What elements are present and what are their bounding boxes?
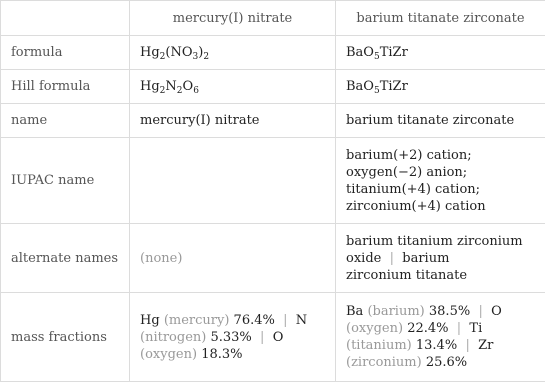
row-formula	[1, 36, 545, 70]
name-barium-titanate-zirconate: barium titanate zirconate	[336, 104, 545, 138]
alternate-name-part: oxide	[346, 251, 381, 266]
row-label-mass-fractions: mass fractions	[1, 293, 130, 382]
element-name: (barium)	[367, 304, 424, 319]
formula-subscript: 6	[193, 86, 199, 96]
alternate-name-line: barium titanium zirconium	[346, 233, 535, 250]
formula-part: (NO	[165, 45, 192, 60]
formula-subscript: 3	[193, 52, 199, 62]
row-label-name: name	[1, 104, 130, 138]
element-name: (oxygen)	[140, 347, 197, 362]
formula-barium-titanate-zirconate	[336, 36, 545, 70]
row-name	[1, 104, 545, 138]
element-name: (zirconium)	[346, 355, 422, 370]
element-name: (mercury)	[164, 313, 230, 328]
hill-formula-mercury-nitrate	[130, 70, 336, 104]
column-header-barium-titanate-zirconate: barium titanate zirconate	[336, 1, 545, 36]
element-name: (oxygen)	[346, 321, 403, 336]
iupac-mercury-nitrate	[130, 138, 336, 224]
header-row	[1, 1, 545, 36]
row-mass-fractions	[1, 293, 545, 382]
formula-part: )	[198, 45, 203, 60]
separator: |	[260, 330, 264, 345]
formula-subscript: 2	[203, 52, 209, 62]
row-label-iupac-name: IUPAC name	[1, 138, 130, 224]
mass-fraction-line	[140, 346, 325, 363]
element-symbol: Ti	[469, 321, 482, 336]
formula-part: BaO	[346, 45, 374, 60]
hill-formula-barium-titanate-zirconate	[336, 70, 545, 104]
formula-subscript: 2	[160, 52, 166, 62]
iupac-barium-titanate-zirconate	[336, 138, 545, 224]
iupac-line: zirconium(+4) cation	[346, 198, 535, 215]
separator: |	[478, 304, 482, 319]
mass-fraction-line	[346, 320, 535, 337]
element-symbol: Zr	[478, 338, 493, 353]
element-symbol: O	[491, 304, 502, 319]
name-mercury-nitrate: mercury(I) nitrate	[130, 104, 336, 138]
alternate-names-mercury-nitrate: (none)	[130, 224, 336, 293]
separator: |	[283, 313, 287, 328]
mass-fraction-line	[346, 354, 535, 371]
alternate-name-line	[346, 250, 535, 267]
formula-part: O	[183, 79, 194, 94]
mass-percent: 22.4%	[407, 321, 448, 336]
mass-fraction-line	[346, 337, 535, 354]
element-symbol: Ba	[346, 304, 363, 319]
row-iupac-name	[1, 138, 545, 224]
mass-percent: 13.4%	[416, 338, 457, 353]
formula-part: TiZr	[380, 45, 408, 60]
iupac-line: barium(+2) cation;	[346, 147, 535, 164]
mass-fractions-mercury-nitrate	[130, 293, 336, 382]
iupac-line: titanium(+4) cation;	[346, 181, 535, 198]
element-name: (titanium)	[346, 338, 412, 353]
separator: |	[390, 251, 394, 266]
mass-percent: 38.5%	[429, 304, 470, 319]
separator: |	[465, 338, 469, 353]
mass-fraction-line	[346, 303, 535, 320]
element-name: (nitrogen)	[140, 330, 206, 345]
row-alternate-names	[1, 224, 545, 293]
formula-part: Hg	[140, 79, 160, 94]
mass-percent: 5.33%	[210, 330, 251, 345]
formula-part: Hg	[140, 45, 160, 60]
mass-fractions-barium-titanate-zirconate	[336, 293, 545, 382]
alternate-names-barium-titanate-zirconate	[336, 224, 545, 293]
row-label-alternate-names: alternate names	[1, 224, 130, 293]
column-header-mercury-nitrate: mercury(I) nitrate	[130, 1, 336, 36]
row-label-formula: formula	[1, 36, 130, 70]
mass-percent: 18.3%	[201, 347, 242, 362]
element-symbol: O	[273, 330, 284, 345]
formula-part: BaO	[346, 79, 374, 94]
formula-part: TiZr	[380, 79, 408, 94]
element-symbol: Hg	[140, 313, 160, 328]
formula-subscript: 2	[177, 86, 183, 96]
alternate-name-part: barium	[402, 251, 449, 266]
formula-mercury-nitrate	[130, 36, 336, 70]
header-corner-cell	[1, 1, 130, 36]
row-label-hill-formula: Hill formula	[1, 70, 130, 104]
formula-subscript: 2	[160, 86, 166, 96]
mass-percent: 25.6%	[426, 355, 467, 370]
row-hill-formula	[1, 70, 545, 104]
mass-fraction-line	[140, 312, 325, 329]
mass-fraction-line	[140, 329, 325, 346]
formula-subscript: 5	[374, 86, 380, 96]
iupac-line: oxygen(−2) anion;	[346, 164, 535, 181]
mass-percent: 76.4%	[234, 313, 275, 328]
alternate-name-line: zirconium titanate	[346, 267, 535, 284]
element-symbol: N	[296, 313, 307, 328]
separator: |	[457, 321, 461, 336]
formula-subscript: 5	[374, 52, 380, 62]
formula-part: N	[165, 79, 176, 94]
